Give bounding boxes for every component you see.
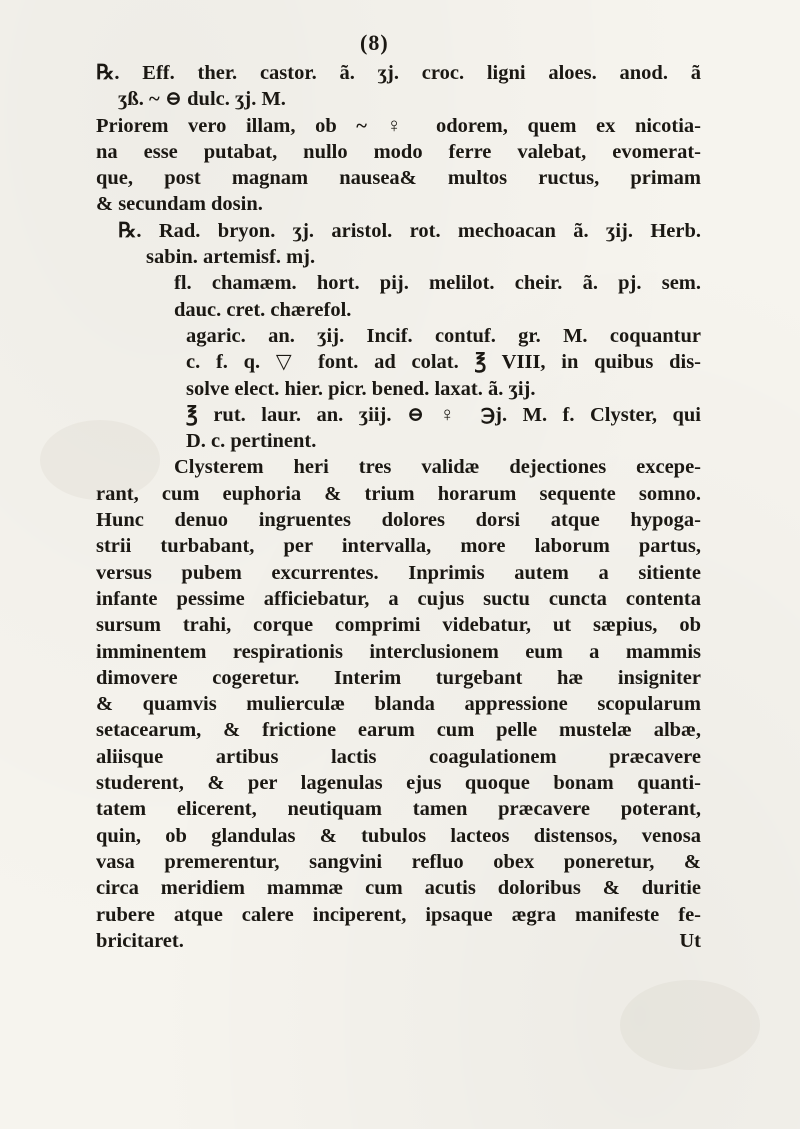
text-line: sabin. artemisf. mj.	[146, 246, 316, 269]
text-line: na esse putabat, nullo modo ferre valebat, evomerat-	[96, 140, 701, 163]
text-line: tatem elicerent, neutiquam tamen præcavere poterant,	[96, 798, 701, 821]
text-line: & secundam dosin.	[96, 193, 263, 216]
paper-stain	[620, 980, 760, 1070]
text-line	[96, 928, 701, 954]
text-line: studerent, & per lagenulas ejus quoque bonam quanti-	[96, 772, 701, 795]
text-line: agaric. an. ʒij. Incif. contuf. gr. M. coquantur	[186, 324, 701, 347]
text-line: sursum trahi, corque comprimi videbatur, ut sæpius, ob	[96, 614, 701, 637]
text-line: ℥ rut. laur. an. ʒiij. ⊖ ♀ ℈j. M. f. Clyster, qui	[186, 403, 701, 426]
text-line: solve elect. hier. picr. bened. laxat. ã. ʒij.	[186, 377, 536, 400]
text-line: imminentem respirationis interclusionem eum a mammis	[96, 640, 701, 663]
text-line: setacearum, & frictione earum cum pelle mustelæ albæ,	[96, 719, 701, 742]
text-line: ʒß. ~ ⊖ dulc. ʒj. M.	[118, 88, 286, 111]
text-line: rubere atque calere inciperent, ipsaque ægra manifeste fe-	[96, 903, 701, 926]
text-line: Hunc denuo ingruentes dolores dorsi atque hypoga-	[96, 509, 701, 532]
text-line: fl. chamæm. hort. pij. melilot. cheir. ã. pj. sem.	[174, 272, 701, 295]
text-line: dauc. cret. chærefol.	[174, 298, 352, 321]
text-line: strii turbabant, per intervalla, more laborum partus,	[96, 535, 701, 558]
text-line: que, post magnam nausea& multos ructus, primam	[96, 167, 701, 190]
text-line: infante pessime afficiebatur, a cujus suctu cuncta contenta	[96, 587, 701, 610]
text-line: dimovere cogeretur. Interim turgebant hæ insigniter	[96, 666, 701, 689]
text-line: ℞. Eff. ther. castor. ã. ʒj. croc. ligni aloes. anod. ã	[96, 62, 701, 84]
text-line: c. f. q. ▽ font. ad colat. ℥ VIII, in quibus dis-	[186, 351, 701, 374]
final-line: bricitaret.	[96, 929, 184, 952]
text-line: Priorem vero illam, ob ~ ♀ odorem, quem ex nicotia-	[96, 114, 701, 137]
text-line: & quamvis mulierculæ blanda appressione scopularum	[96, 693, 701, 716]
text-line: Clysterem heri tres validæ dejectiones excepe-	[174, 456, 701, 479]
text-line: quin, ob glandulas & tubulos lacteos distensos, venosa	[96, 824, 701, 847]
text-line: vasa premerentur, sangvini refluo obex poneretur, &	[96, 850, 701, 873]
text-line: versus pubem excurrentes. Inprimis autem a sitiente	[96, 561, 701, 584]
text-line: rant, cum euphoria & trium horarum sequente somno.	[96, 482, 701, 505]
text-line: circa meridiem mammæ cum acutis doloribus & duritie	[96, 877, 701, 900]
catchword: Ut	[679, 929, 701, 952]
body-text	[96, 60, 701, 954]
text-line: D. c. pertinent.	[186, 430, 317, 453]
page-number: (8)	[360, 30, 389, 55]
text-line: ℞. Rad. bryon. ʒj. aristol. rot. mechoacan ã. ʒij. Herb.	[118, 219, 701, 242]
text-line: aliisque artibus lactis coagulationem præcavere	[96, 745, 701, 768]
